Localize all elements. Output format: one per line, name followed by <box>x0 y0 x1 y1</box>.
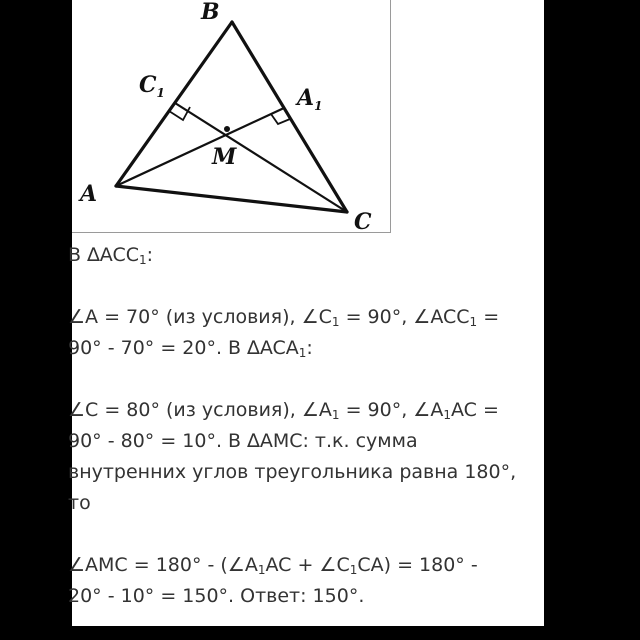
solution-line-5: 90° - 80° = 10°. В ∆AMC: т.к. сумма <box>68 430 418 452</box>
side-bc <box>232 22 347 212</box>
label-c: C <box>354 209 372 235</box>
label-c1: $C_1$ <box>139 72 165 100</box>
label-m: M <box>212 144 237 170</box>
triangle-diagram <box>0 0 400 235</box>
solution-line-3: 90° - 70° = 20°. В $\Delta ACA_1$: <box>68 337 313 360</box>
point-m <box>224 126 230 132</box>
solution-line-2: ∠A = 70° (из условия), $\angle C_1 = 90^\circ$, $\angle ACC_1$ = <box>68 306 500 329</box>
figure-frame <box>72 0 391 233</box>
label-b: B <box>201 0 220 25</box>
label-a: A <box>80 181 98 207</box>
page <box>68 0 544 626</box>
label-a1: $A_1$ <box>297 85 323 113</box>
solution-line-1: В $\Delta ACC_1$: <box>68 244 154 267</box>
solution-line-9: 20° - 10° = 150°. Ответ: 150°. <box>68 585 365 607</box>
solution-line-8: ∠AMC = $180^\circ - (\angle A_1AC$ + $\angle C_1CA) = 180^\circ$ - <box>68 554 478 577</box>
solution-line-6: внутренних углов треугольника равна 180°, <box>68 461 517 483</box>
solution-line-7: то <box>68 492 91 514</box>
solution-line-4: ∠C = 80° (из условия), $\angle A_1 = 90^\circ$, $\angle A_1AC$ = <box>68 399 499 422</box>
solution-text <box>68 240 548 612</box>
